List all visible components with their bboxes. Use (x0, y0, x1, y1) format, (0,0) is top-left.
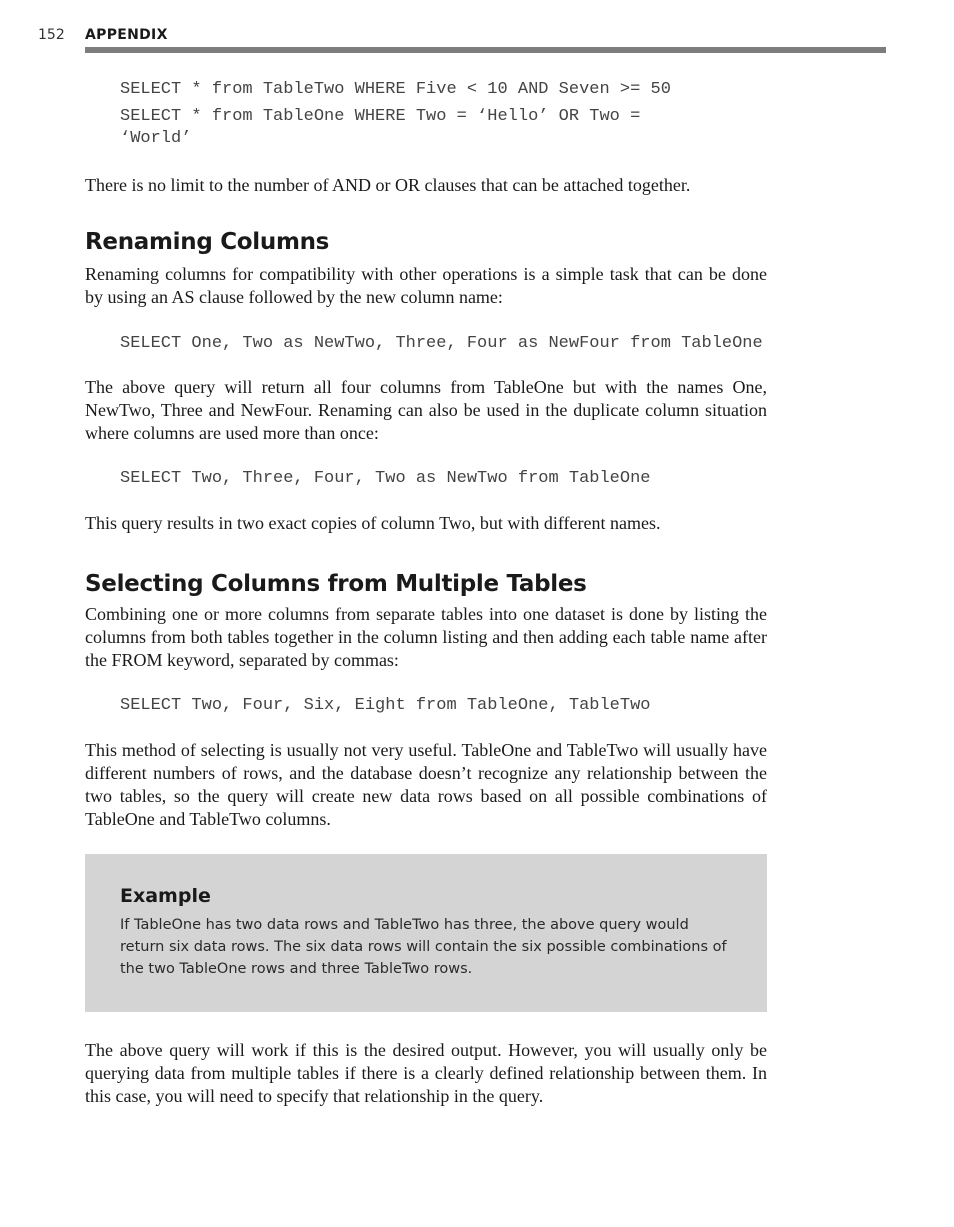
code-line: SELECT Two, Four, Six, Eight from TableOne, TableTwo (120, 696, 651, 715)
code-line: SELECT * from TableTwo WHERE Five < 10 AND Seven >= 50 (120, 80, 671, 99)
paragraph: There is no limit to the number of AND or OR clauses that can be attached together. (85, 175, 691, 195)
paragraph: Renaming columns for compatibility with other operations is a simple task that can be done by using an AS clause followed by the new column name: (85, 264, 767, 307)
code-line: SELECT * from TableOne WHERE Two = ‘Hello’ OR Two = (120, 107, 641, 126)
paragraph: The above query will return all four columns from TableOne but with the names One, NewTwo, Three and NewFour. Renaming can also be used in the duplicate column situation where columns are used more than once: (85, 377, 767, 443)
section-heading-multiple-tables: Selecting Columns from Multiple Tables (85, 571, 587, 597)
code-block-where (120, 79, 767, 150)
code-block-duplicate (120, 468, 767, 490)
page-content (85, 76, 767, 1108)
paragraph: This method of selecting is usually not very useful. TableOne and TableTwo will usually have different numbers of rows, and the database doesn’t recognize any relationship between the two tables, so the query will create new data rows based on all possible combinations of TableOne and TableTwo columns. (85, 740, 767, 829)
paragraph: This query results in two exact copies of column Two, but with different names. (85, 513, 661, 533)
header-rule (85, 47, 886, 53)
code-line: ‘World’ (120, 129, 192, 148)
code-block-rename (120, 333, 767, 355)
section-label: APPENDIX (85, 27, 168, 43)
page-number: 152 (38, 27, 65, 43)
example-callout (85, 854, 767, 1012)
section-heading-renaming: Renaming Columns (85, 229, 330, 255)
code-block-multiple (120, 695, 767, 717)
example-title: Example (120, 885, 211, 907)
paragraph: The above query will work if this is the desired output. However, you will usually only be querying data from multiple tables if there is a clearly defined relationship between them. In this case, you will need to specify that relationship in the query. (85, 1040, 767, 1106)
code-line: SELECT Two, Three, Four, Two as NewTwo from TableOne (120, 469, 651, 488)
page-header (38, 26, 886, 54)
example-text: If TableOne has two data rows and TableTwo has three, the above query would return six data rows. The six data rows will contain the six possible combinations of the two TableOne rows and three TableTwo rows. (120, 917, 727, 977)
paragraph: Combining one or more columns from separate tables into one dataset is done by listing the columns from both tables together in the column listing and then adding each table name after the FROM keyword, separated by commas: (85, 604, 767, 670)
code-line: SELECT One, Two as NewTwo, Three, Four as NewFour from TableOne (120, 334, 763, 353)
